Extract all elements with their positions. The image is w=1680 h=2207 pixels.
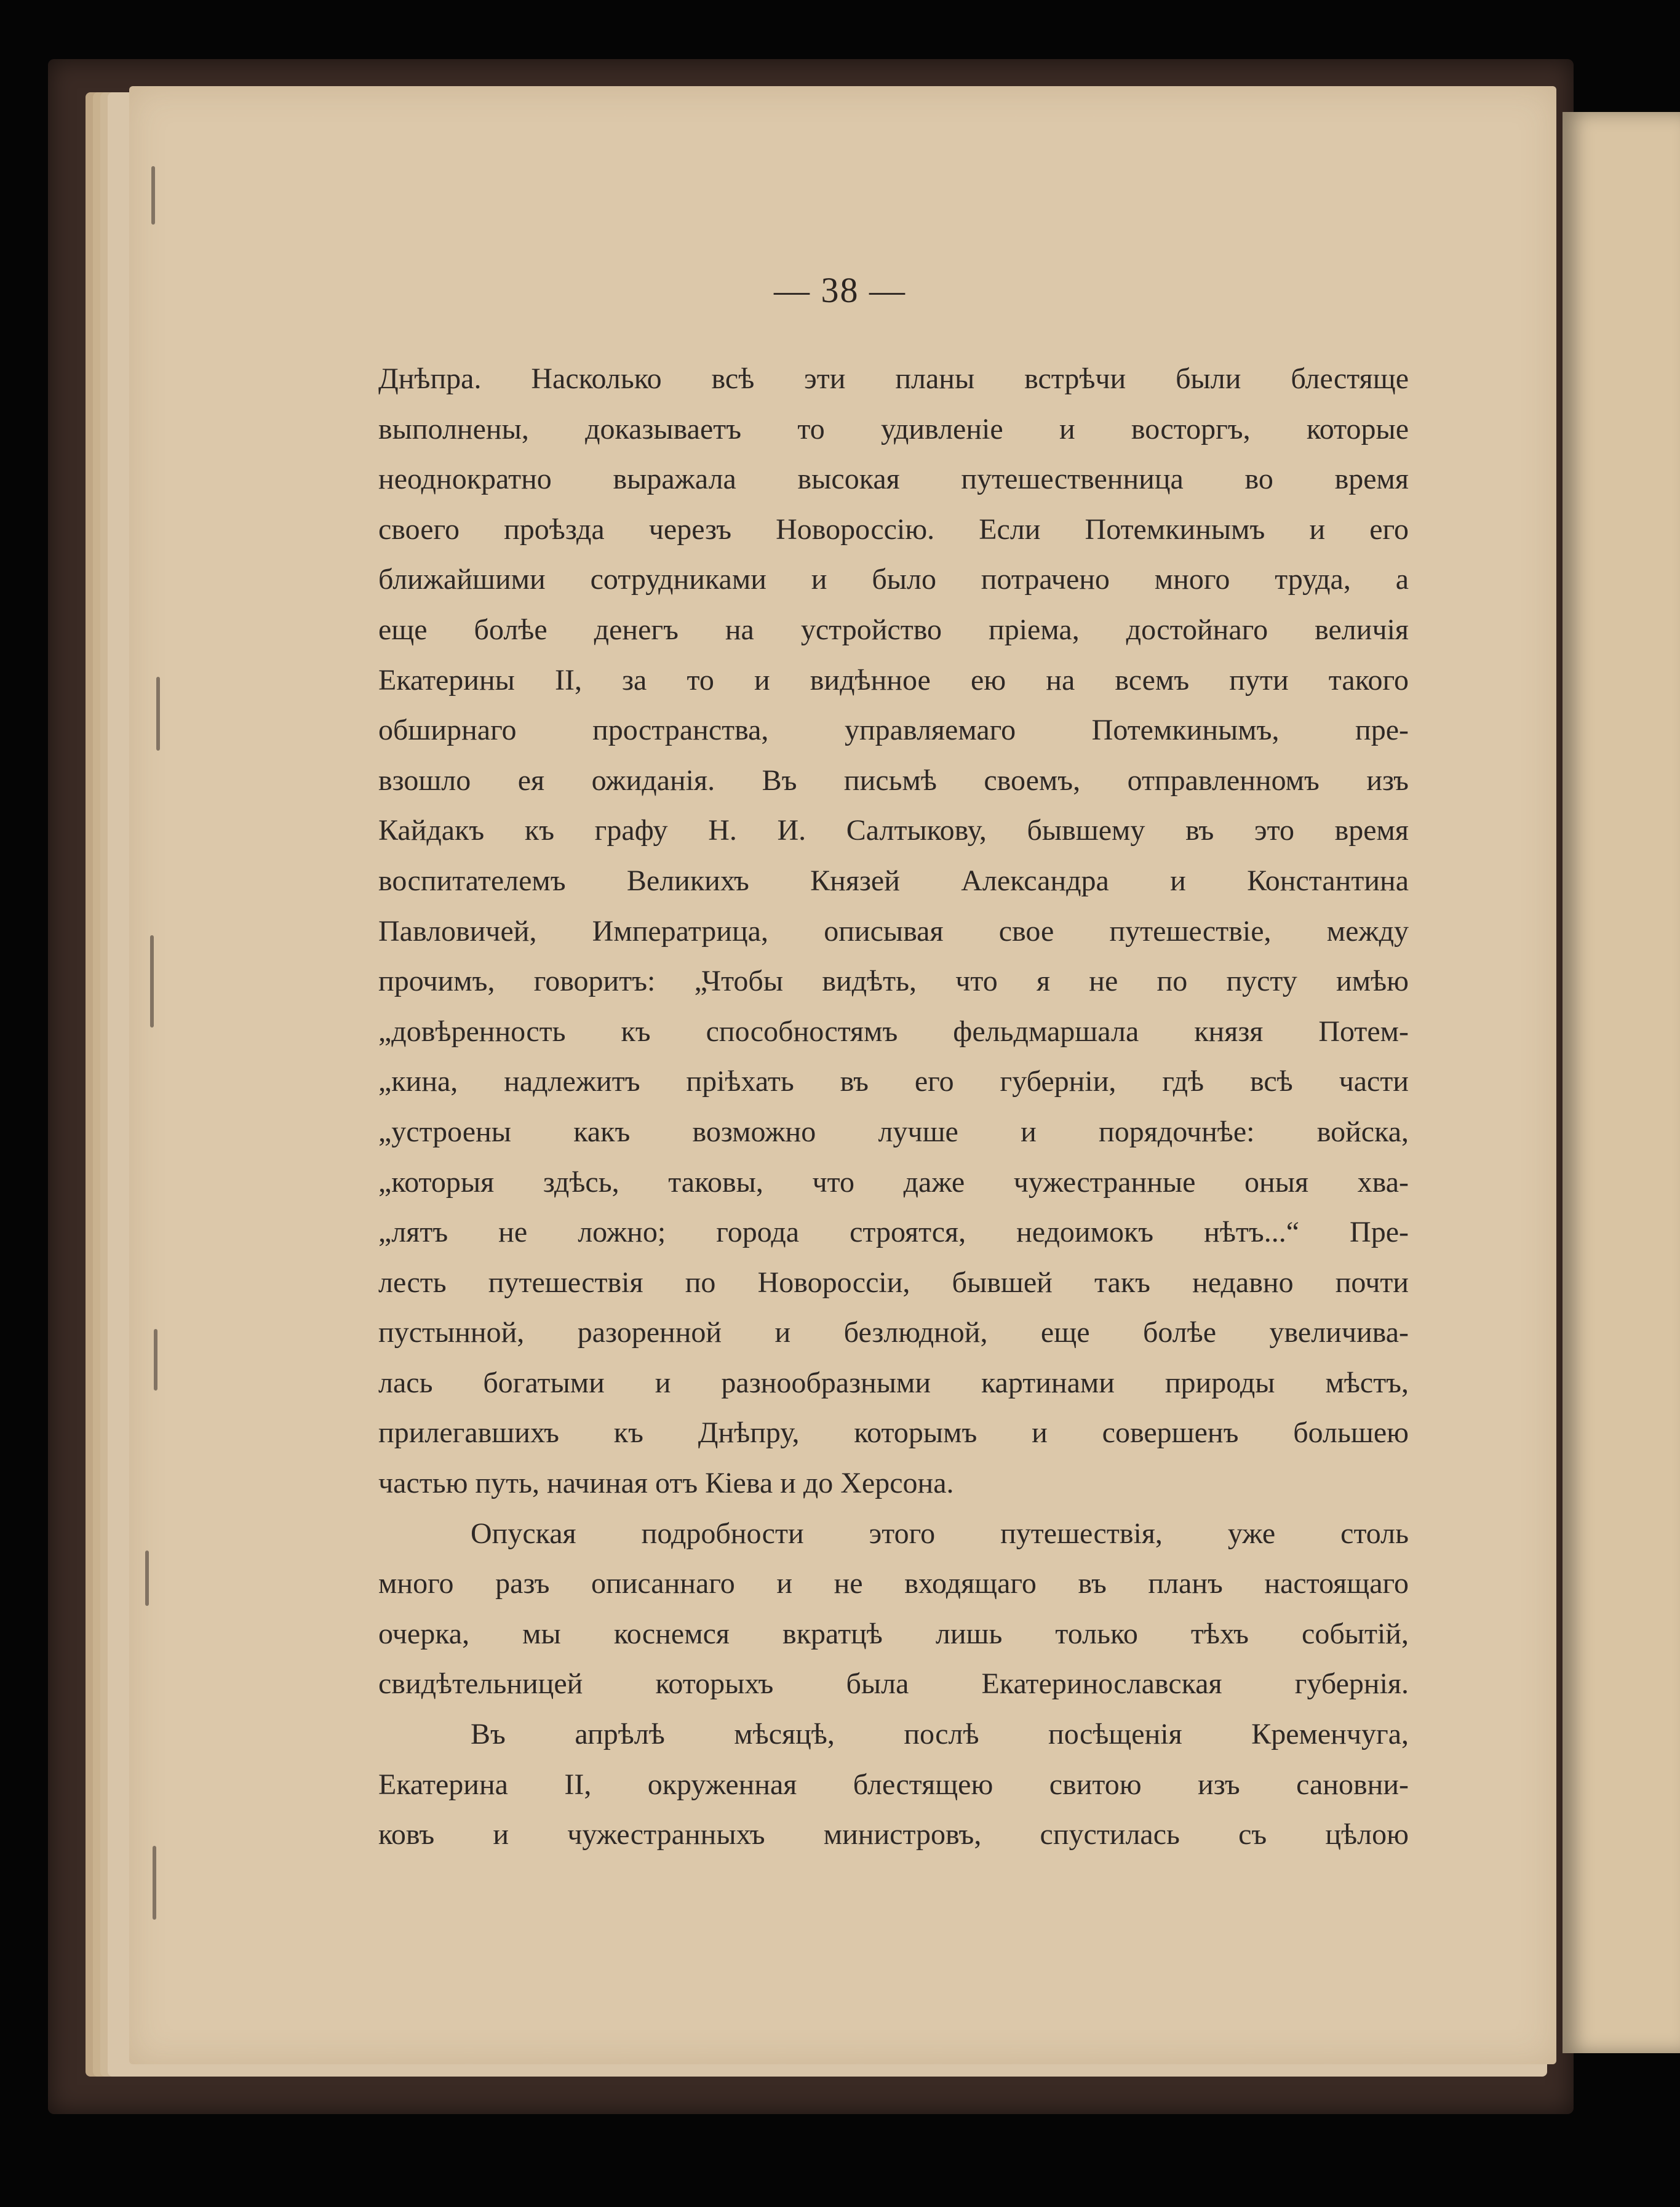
page-number: — 38 —: [774, 270, 906, 310]
margin-mark: [145, 1550, 149, 1606]
page-text: [378, 354, 1409, 1860]
text-line: Екатерина II, окруженная блестящею свитою изъ сановни-: [378, 1768, 1409, 1801]
text-line: Кайдакъ къ графу Н. И. Салтыкову, бывшему въ это время: [378, 814, 1409, 847]
text-line: Въ апрѣлѣ мѣсяцѣ, послѣ посѣщенія Кременчуга,: [471, 1718, 1409, 1751]
margin-mark: [156, 677, 160, 751]
text-line: много разъ описаннаго и не входящаго въ планъ настоящаго: [378, 1567, 1409, 1600]
text-line: частью путь, начиная отъ Кіева и до Херсона.: [378, 1467, 954, 1500]
text-line: еще болѣе денегъ на устройство пріема, достойнаго величія: [378, 613, 1409, 646]
text-line: Днѣпра. Насколько всѣ эти планы встрѣчи были блестяще: [378, 362, 1409, 395]
text-line: Опуская подробности этого путешествія, уже столь: [471, 1517, 1409, 1550]
margin-mark: [154, 1329, 157, 1391]
text-line: пустынной, разоренной и безлюдной, еще болѣе увеличива-: [378, 1316, 1409, 1349]
margin-mark: [153, 1846, 156, 1920]
text-line: взошло ея ожиданія. Въ письмѣ своемъ, отправленномъ изъ: [378, 764, 1409, 797]
text-line: выполнены, доказываетъ то удивленіе и восторгъ, которые: [378, 412, 1409, 445]
facing-page-edge: [1563, 112, 1680, 2053]
text-line: лась богатыми и разнообразными картинами природы мѣстъ,: [378, 1366, 1409, 1399]
text-line: прилегавшихъ къ Днѣпру, которымъ и совершенъ большею: [378, 1416, 1409, 1450]
text-line: неоднократно выражала высокая путешественница во время: [378, 463, 1409, 496]
text-line: обширнаго пространства, управляемаго Потемкинымъ, пре-: [378, 714, 1409, 747]
text-line: „лятъ не ложно; города строятся, недоимокъ нѣтъ...“ Пре-: [378, 1216, 1409, 1249]
text-line: своего проѣзда черезъ Новороссію. Если Потемкинымъ и его: [378, 513, 1409, 546]
margin-mark: [150, 935, 154, 1028]
text-line: „довѣренность къ способностямъ фельдмаршала князя Потем-: [378, 1015, 1409, 1048]
text-line: „устроены какъ возможно лучше и порядочнѣе: войска,: [378, 1115, 1409, 1148]
text-line: воспитателемъ Великихъ Князей Александра и Константина: [378, 864, 1409, 897]
margin-mark: [151, 166, 155, 225]
text-line: лесть путешествія по Новороссіи, бывшей такъ недавно почти: [378, 1266, 1409, 1299]
text-line: ковъ и чужестранныхъ министровъ, спустилась съ цѣлою: [378, 1818, 1409, 1851]
text-line: очерка, мы коснемся вкратцѣ лишь только тѣхъ событій,: [378, 1617, 1409, 1650]
text-line: прочимъ, говоритъ: „Чтобы видѣть, что я не по пусту имѣю: [378, 965, 1409, 998]
text-line: „которыя здѣсь, таковы, что даже чужестранные оныя хва-: [378, 1165, 1409, 1199]
text-line: свидѣтельницей которыхъ была Екатеринославская губернія.: [378, 1667, 1409, 1701]
text-line: Павловичей, Императрица, описывая свое путешествіе, между: [378, 914, 1409, 948]
text-line: Екатерины II, за то и видѣнное ею на всемъ пути такого: [378, 663, 1409, 696]
text-line: ближайшими сотрудниками и было потрачено много труда, а: [378, 563, 1409, 596]
text-line: „кина, надлежитъ пріѣхать въ его губерніи, гдѣ всѣ части: [378, 1065, 1409, 1098]
